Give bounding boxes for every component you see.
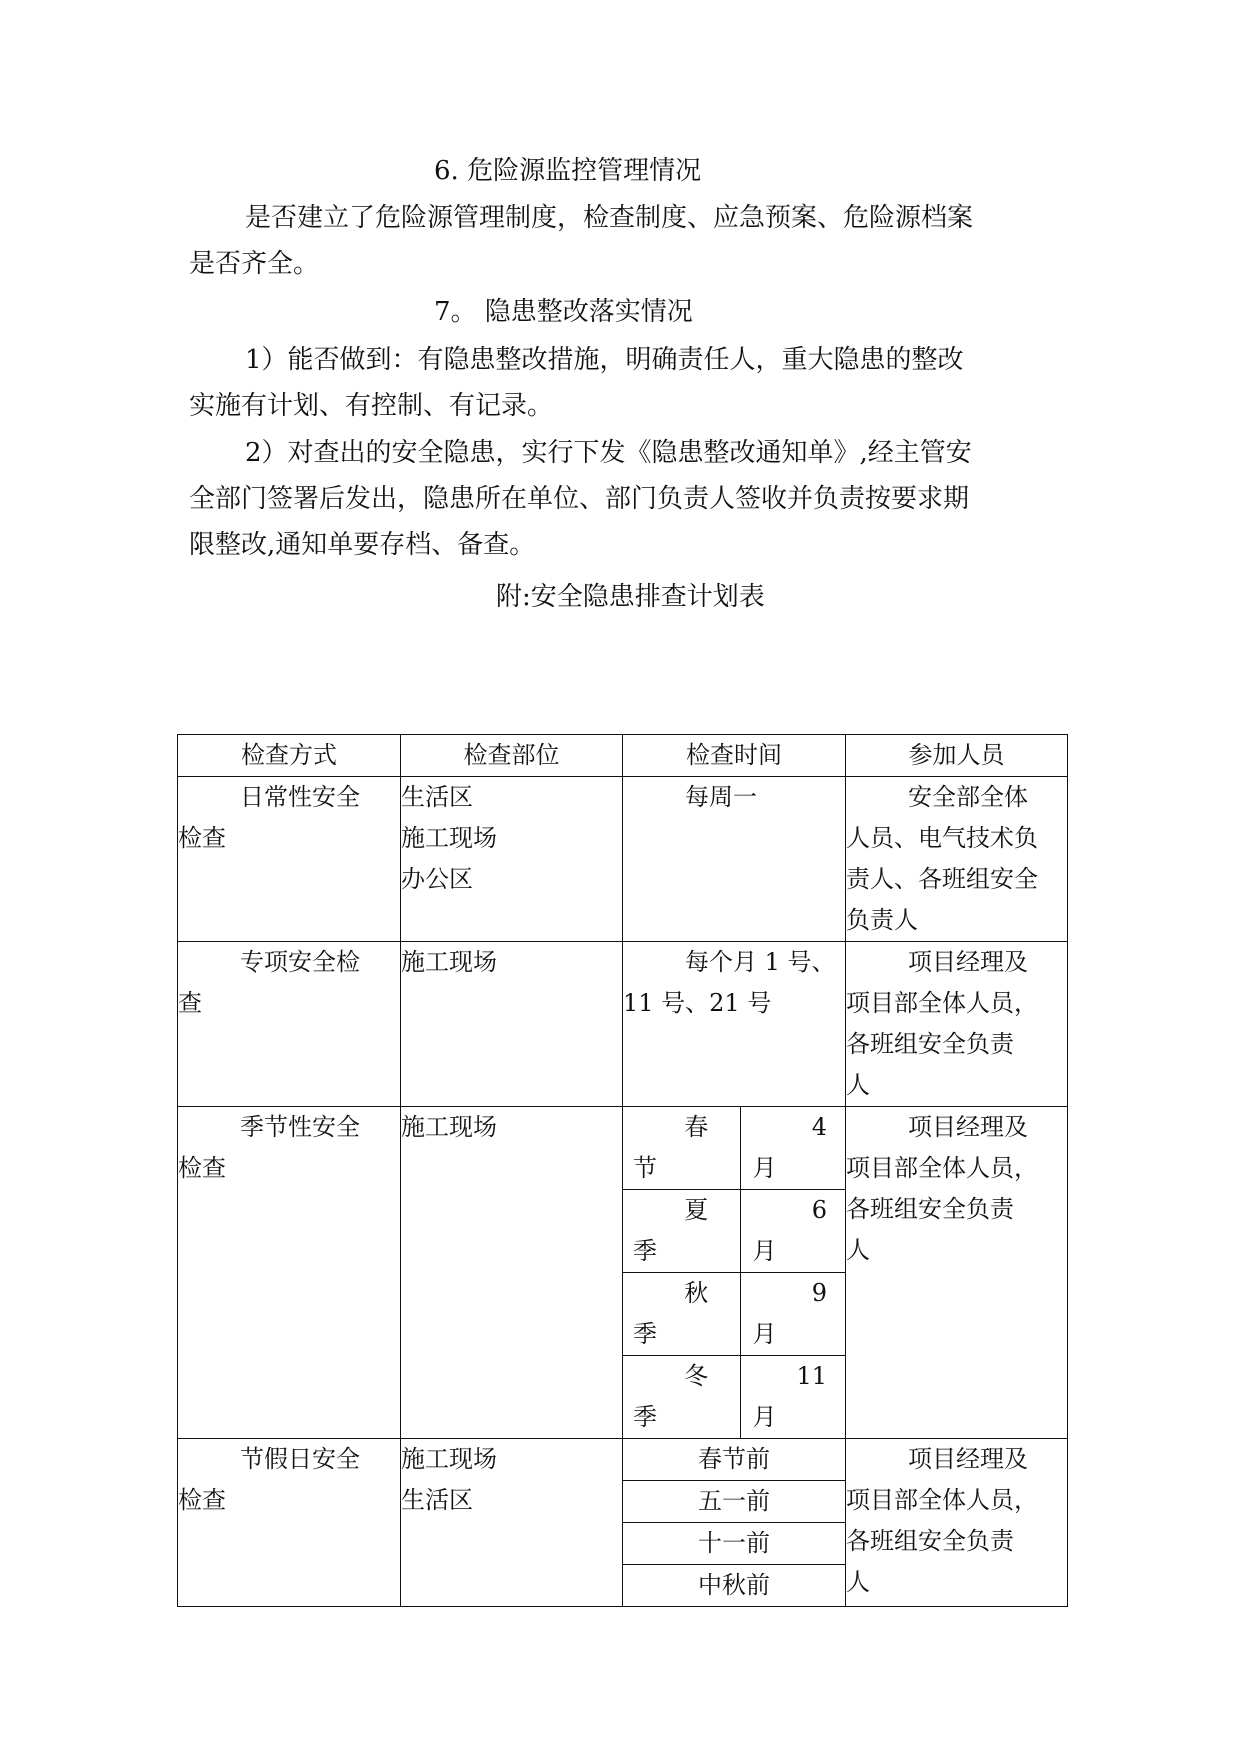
participants-cell: 项目经理及 项目部全体人员， 各班组安全负责 人 [846,1107,1068,1439]
time-cell: 每个月 1 号、 11 号、21 号 [623,942,846,1107]
paragraph-line: 是否齐全。 [189,249,320,279]
season-time-cell [623,1107,846,1439]
paragraph-line: 限整改,通知单要存档、备查。 [189,530,536,560]
location-cell: 施工现场 [401,1107,623,1439]
season-subtable [623,1107,845,1438]
holiday-row: 中秋前 [698,1571,770,1599]
table-row [178,777,1068,942]
location-cell: 施工现场 生活区 [401,1439,623,1607]
paragraph-line: 全部门签署后发出，隐患所在单位、部门负责人签收并负责按要求期 [189,484,970,514]
section-6-heading: 6. 危险源监控管理情况 [434,156,702,186]
header-time: 检查时间 [623,735,846,777]
time-cell: 每周一 [623,777,846,942]
method-cell: 节假日安全 检查 [178,1439,401,1607]
holiday-time-cell [623,1439,846,1607]
method-cell: 日常性安全 检查 [178,777,401,942]
paragraph-line: 1）能否做到：有隐患整改措施，明确责任人，重大隐患的整改 [245,345,964,375]
location-cell: 生活区 施工现场 办公区 [401,777,623,942]
table-header-row [178,735,1068,777]
paragraph-line: 2）对查出的安全隐患，实行下发《隐患整改通知单》,经主管安 [245,438,972,468]
section-6-paragraph [189,195,973,287]
inspection-plan-table [177,734,1068,1607]
table-row [178,1439,1068,1607]
section-7-item-1 [189,337,964,429]
paragraph-line: 是否建立了危险源管理制度，检查制度、应急预案、危险源档案 [245,203,974,233]
participants-cell: 项目经理及 项目部全体人员， 各班组安全负责 人 [846,1439,1068,1607]
season-row: 冬 季 11 月 [623,1356,845,1439]
appendix-caption: 附:安全隐患排查计划表 [496,582,765,612]
method-cell: 季节性安全 检查 [178,1107,401,1439]
holiday-row: 五一前 [623,1481,845,1523]
header-participants: 参加人员 [846,735,1068,777]
holiday-row: 春节前 [623,1439,845,1481]
location-cell: 施工现场 [401,942,623,1107]
section-7-heading: 7。 隐患整改落实情况 [434,297,693,327]
season-row: 秋 季 9 月 [623,1273,845,1356]
method-cell: 专项安全检 查 [178,942,401,1107]
holiday-row: 十一前 [623,1523,845,1565]
paragraph-line: 实施有计划、有控制、有记录。 [189,391,554,421]
participants-cell: 安全部全体 人员、电气技术负 责人、各班组安全 负责人 [846,777,1068,942]
participants-cell: 项目经理及 项目部全体人员， 各班组安全负责 人 [846,942,1068,1107]
header-method: 检查方式 [178,735,401,777]
holiday-subtable [623,1439,845,1606]
table-row [178,1107,1068,1439]
section-7-item-2 [189,430,972,568]
table-row [178,942,1068,1107]
header-location: 检查部位 [401,735,623,777]
season-row: 夏 季 6 月 [623,1190,845,1273]
season-row: 春 节 4 月 [623,1107,845,1190]
